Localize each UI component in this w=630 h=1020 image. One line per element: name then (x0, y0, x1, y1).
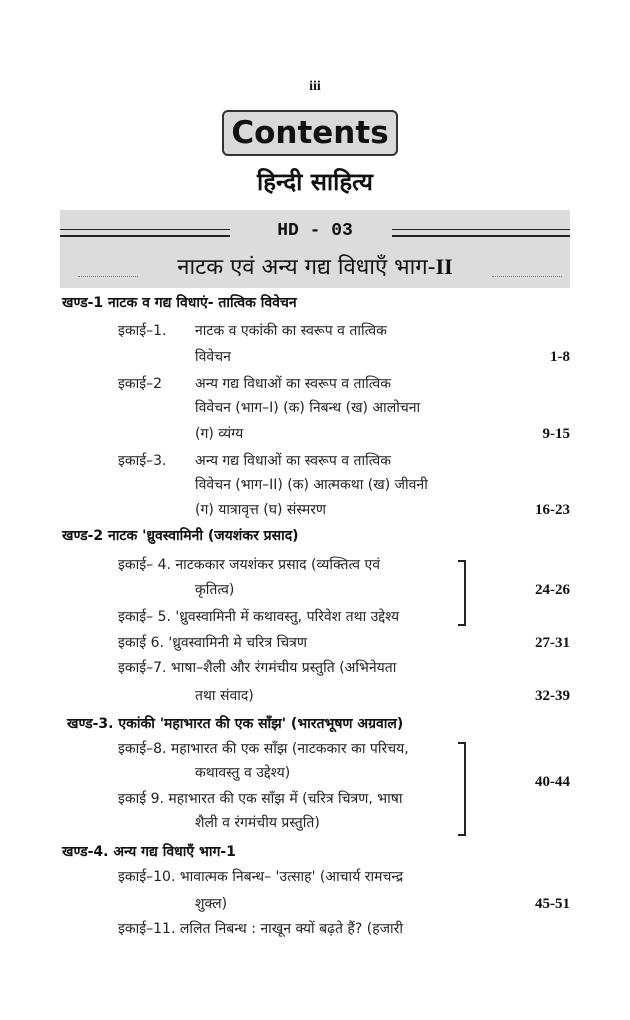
section-title: खण्ड-2 नाटक 'ध्रुवस्वामिनी (जयशंकर प्रसाद) (62, 528, 299, 544)
unit-line: इकाई–7. भाषा–शैली और रंगमंचीय प्रस्तुति (अभिनेयता (118, 660, 397, 676)
page-range: 27-31 (535, 635, 570, 651)
unit-line: इकाई– 5. 'ध्रुवस्वामिनी में कथावस्तु, परिवेश तथा उद्देश्य (118, 609, 400, 625)
page-range: 32-39 (535, 688, 570, 704)
unit-label: इकाई–2 (118, 376, 163, 392)
paper-title-text: नाटक एवं अन्य गद्य विधाएँ भाग- (177, 255, 436, 280)
page-range: 16-23 (535, 502, 570, 518)
page-number: iii (309, 79, 321, 94)
unit-line: अन्य गद्य विधाओं का स्वरूप व तात्विक (195, 376, 392, 392)
contents-heading: Contents (231, 115, 389, 151)
page-range: 24-26 (535, 582, 570, 598)
unit-line: नाटक व एकांकी का स्वरूप व तात्विक (195, 323, 387, 339)
subject-title: हिन्दी साहित्य (257, 168, 373, 196)
page-range: 40-44 (535, 774, 570, 790)
unit-label: इकाई–3. (118, 453, 167, 469)
unit-line: तथा संवाद) (195, 688, 254, 704)
unit-line: विवेचन (भाग–I) (क) निबन्ध (ख) आलोचना (195, 400, 421, 416)
page-range: 45-51 (535, 896, 570, 912)
unit-line: इकाई–10. भावात्मक निबन्ध– 'उत्साह' (आचार्य रामचन्द्र (118, 869, 404, 885)
unit-line: कथावस्तु व उद्देश्य) (195, 765, 291, 781)
unit-line: अन्य गद्य विधाओं का स्वरूप व तात्विक (195, 453, 392, 469)
unit-line: (ग) यात्रावृत्त (घ) संस्मरण (195, 502, 327, 518)
unit-line: शैली व रंगमंचीय प्रस्तुति) (195, 815, 320, 831)
unit-line: इकाई– 4. नाटककार जयशंकर प्रसाद (व्यक्तित्व एवं (118, 557, 380, 573)
section-title: खण्ड-4. अन्य गद्य विधाएँ भाग-1 (62, 844, 236, 860)
unit-line: इकाई–8. महाभारत की एक साँझ (नाटककार का परिचय, (118, 741, 409, 757)
unit-line: इकाई 6. 'ध्रुवस्वामिनी मे चरित्र चित्रण (118, 635, 307, 651)
unit-line: शुक्ल) (195, 896, 228, 912)
contents-heading-box (222, 110, 398, 156)
bracket (458, 742, 466, 836)
unit-line: इकाई 9. महाभारत की एक साँझ में (चरित्र चित्रण, भाषा (118, 791, 403, 807)
paper-part: II (435, 254, 453, 279)
dotted-leader-right (492, 276, 562, 277)
unit-line: (ग) व्यंग्य (195, 426, 244, 442)
bracket (458, 560, 466, 626)
section-title: खण्ड-3. एकांकी 'महाभारत की एक साँझ' (भारतभूषण अग्रवाल) (67, 716, 404, 732)
course-code: HD - 03 (277, 221, 353, 241)
unit-label: इकाई–1. (118, 323, 167, 339)
unit-line: विवेचन (195, 349, 231, 365)
page-range: 1-8 (550, 349, 570, 365)
unit-line: इकाई–11. ललित निबन्ध : नाखून क्यों बढ़ते हैं? (हजारी (118, 921, 404, 937)
section-title: खण्ड-1 नाटक व गद्य विधाएं- तात्विक विवेचन (62, 295, 297, 311)
page-range: 9-15 (542, 426, 570, 442)
unit-line: विवेचन (भाग–II) (क) आत्मकथा (ख) जीवनी (195, 477, 428, 493)
unit-line: कृतित्व) (195, 582, 235, 598)
dotted-leader-left (78, 276, 138, 277)
